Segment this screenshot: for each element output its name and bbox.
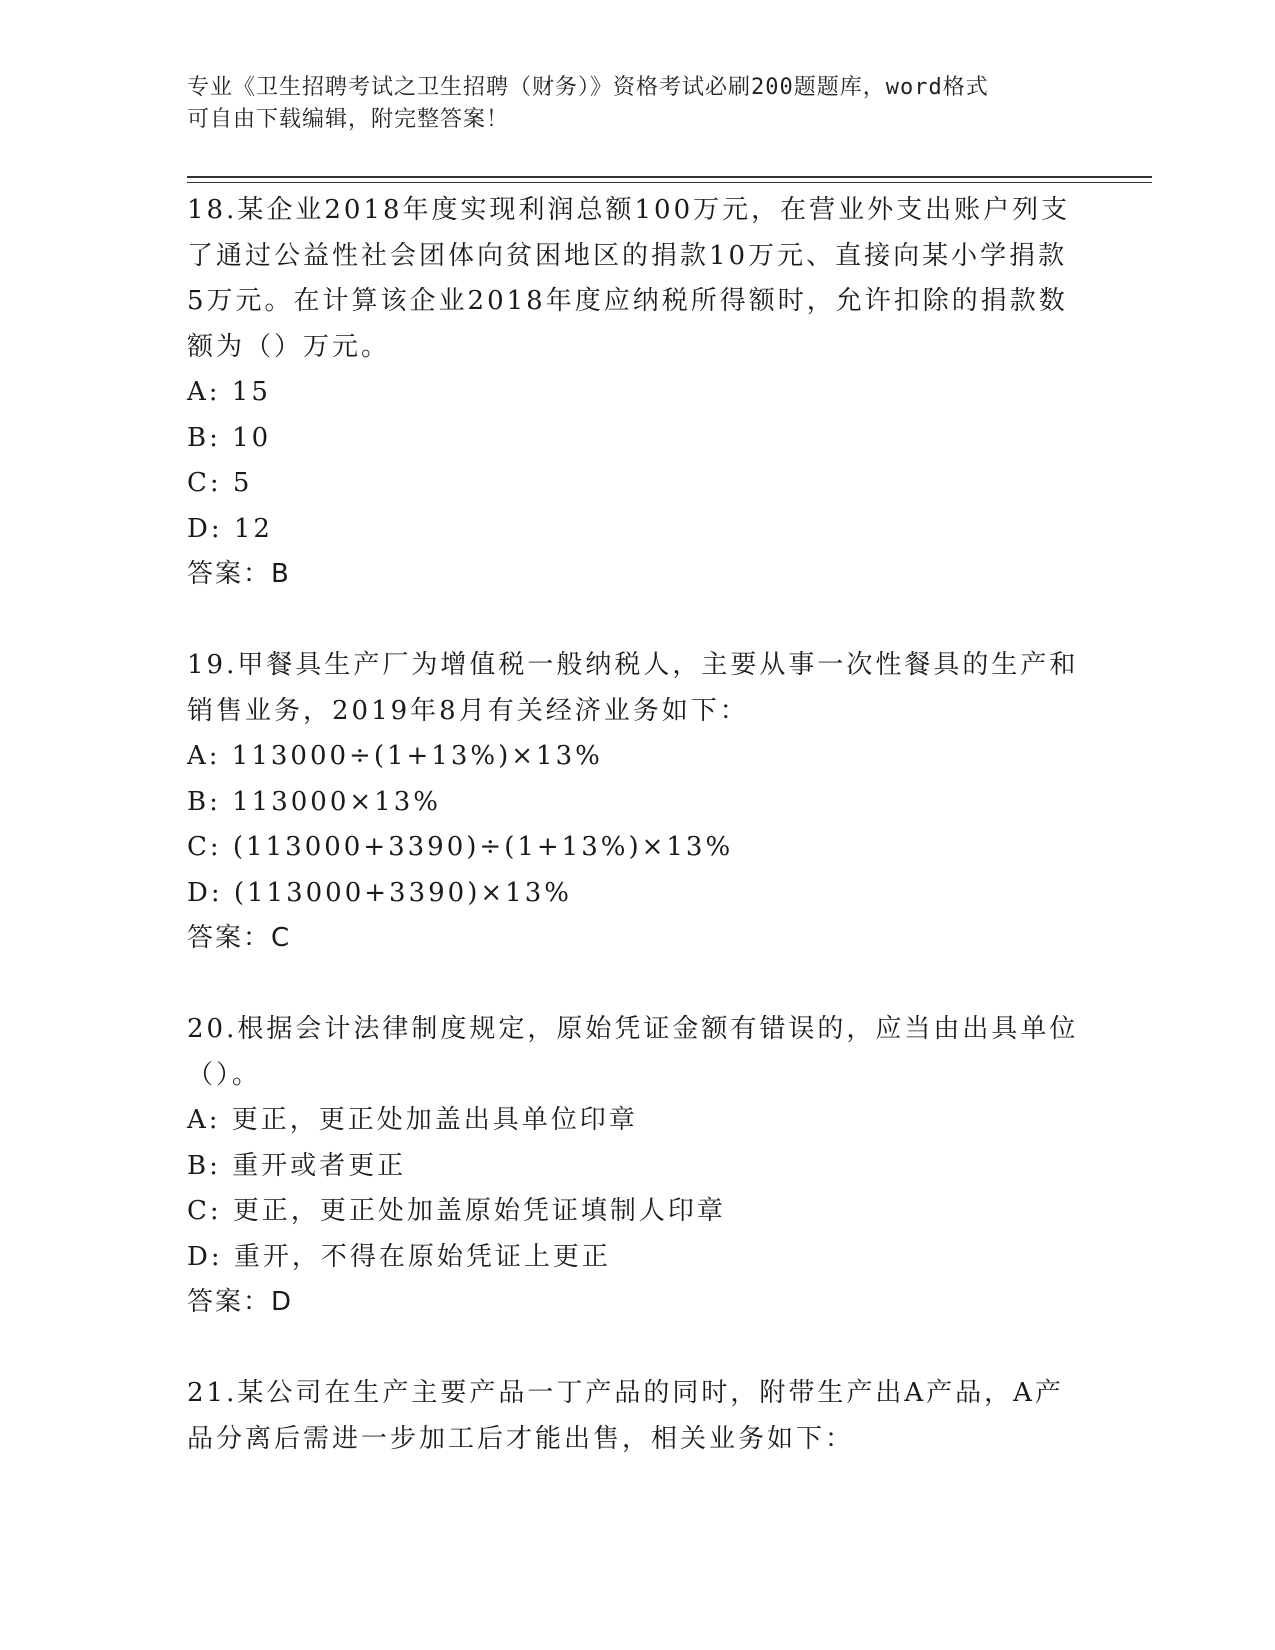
answer-line: 答案：C — [187, 923, 292, 953]
spacer — [187, 962, 1077, 1008]
question-text-line: 了通过公益性社会团体向贫困地区的捐款10万元、直接向某小学捐款 — [187, 240, 1068, 271]
question-list — [187, 188, 1077, 1462]
option-c: C: 5 — [187, 468, 253, 498]
option-a: A: 113000÷(1+13%)×13% — [187, 741, 603, 771]
option-a: A: 15 — [187, 377, 271, 407]
header-line-1: 专业《卫生招聘考试之卫生招聘（财务）》资格考试必刷200题题库，word格式 — [187, 75, 989, 100]
question-text-line: 20.根据会计法律制度规定，原始凭证金额有错误的，应当由出具单位 — [187, 1014, 1079, 1044]
header-line-2: 可自由下载编辑，附完整答案！ — [187, 107, 510, 132]
answer-line: 答案：B — [187, 559, 291, 589]
option-b: B: 10 — [187, 422, 272, 453]
question-text-line: 19.甲餐具生产厂为增值税一般纳税人，主要从事一次性餐具的生产和 — [187, 650, 1079, 680]
option-d: D: (113000+3390)×13% — [187, 877, 572, 908]
question-21 — [187, 1371, 1077, 1462]
option-b: B: 重开或者更正 — [187, 1150, 407, 1181]
question-18 — [187, 188, 1077, 598]
question-text-line: 销售业务，2019年8月有关经济业务如下： — [187, 695, 749, 726]
question-20 — [187, 1007, 1077, 1326]
question-text-line: 18.某企业2018年度实现利润总额100万元，在营业外支出账户列支 — [187, 195, 1071, 225]
question-19 — [187, 643, 1077, 962]
header-rule-thick — [187, 176, 1152, 178]
question-text-line: 21.某公司在生产主要产品一丁产品的同时，附带生产出A产品，A产 — [187, 1378, 1064, 1408]
option-b: B: 113000×13% — [187, 786, 441, 817]
option-c: C: 更正，更正处加盖原始凭证填制人印章 — [187, 1196, 726, 1226]
option-a: A: 更正，更正处加盖出具单位印章 — [187, 1105, 638, 1135]
document-header — [187, 72, 1067, 136]
spacer — [187, 598, 1077, 644]
option-c: C: (113000+3390)÷(1+13%)×13% — [187, 832, 734, 862]
question-text-line: （）。 — [187, 1059, 262, 1090]
question-text-line: 5万元。在计算该企业2018年度应纳税所得额时，允许扣除的捐款数 — [187, 286, 1068, 316]
question-text-line: 额为（）万元。 — [187, 331, 391, 362]
spacer — [187, 1326, 1077, 1372]
option-d: D: 重开，不得在原始凭证上更正 — [187, 1241, 611, 1272]
question-text-line: 品分离后需进一步加工后才能出售，相关业务如下： — [187, 1423, 855, 1454]
header-rule-thin — [187, 182, 1152, 183]
answer-line: 答案：D — [187, 1287, 294, 1317]
option-d: D: 12 — [187, 513, 273, 544]
